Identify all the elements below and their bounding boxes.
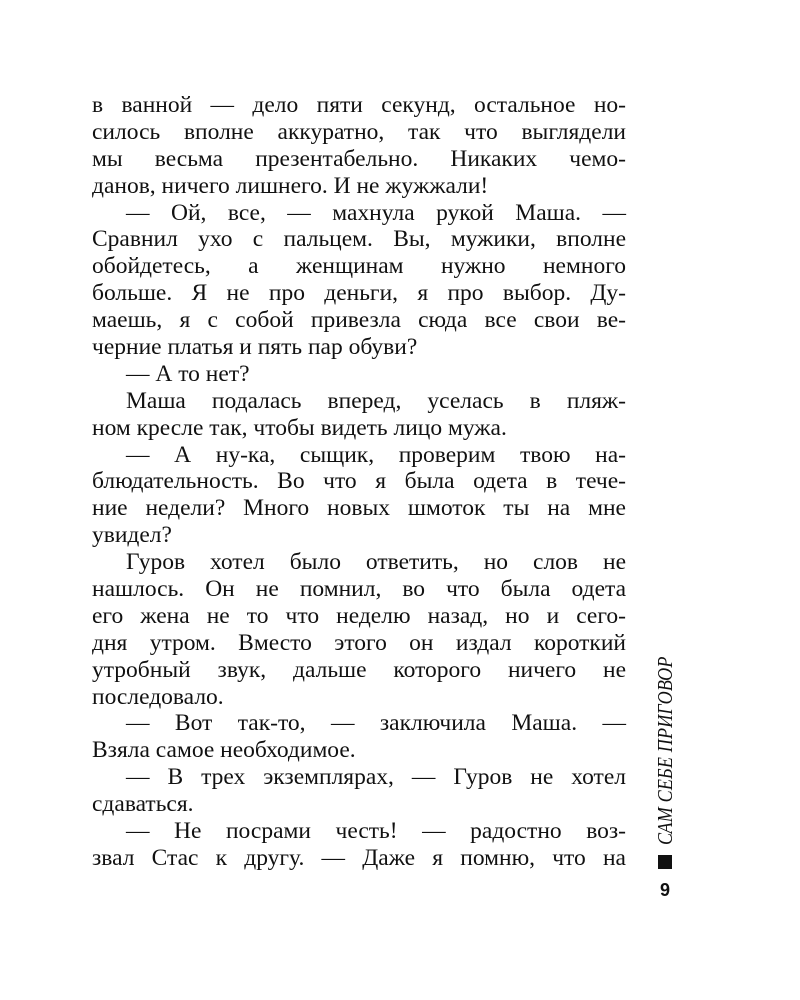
text-line: блюдательность. Во что я была одета в тече- (92, 468, 626, 495)
text-line: Гуров хотел было ответить, но слов не (126, 549, 626, 576)
text-line: обойдетесь, а женщинам нужно немного (92, 253, 626, 280)
body-text (92, 92, 626, 872)
text-line: его жена не то что неделю назад, но и сего- (92, 602, 626, 629)
square-bullet-icon (658, 855, 672, 869)
page-number: 9 (659, 880, 670, 900)
text-line: — В трех экземплярах, — Гуров не хотел (126, 764, 626, 791)
text-line: черние платья и пять пар обуви? (92, 334, 418, 361)
text-line: Маша подалась вперед, уселась в пляж- (126, 387, 626, 414)
text-line: — Ой, все, — махнула рукой Маша. — (126, 199, 626, 226)
text-line: Взяла самое необходимое. (92, 737, 356, 764)
text-line: дня утром. Вместо этого он издал короткий (92, 629, 626, 656)
text-line: маешь, я с собой привезла сюда все свои ве- (92, 307, 626, 334)
text-line: данов, ничего лишнего. И не жужжали! (92, 172, 489, 199)
text-line: нашлось. Он не помнил, во что была одета (92, 576, 626, 603)
text-line: увидел? (92, 522, 172, 549)
text-line: звал Стас к другу. — Даже я помню, что на (92, 844, 626, 871)
text-line: ние недели? Много новых шмоток ты на мне (92, 495, 626, 522)
text-line: мы весьма презентабельно. Никаких чемо- (92, 145, 626, 172)
text-line: — А ну-ка, сыщик, проверим твою на- (126, 441, 626, 468)
text-line: больше. Я не про деньги, я про выбор. Ду- (92, 280, 626, 307)
text-line: последовало. (92, 683, 224, 710)
text-line: сдаваться. (92, 791, 194, 818)
text-line: — Не посрами честь! — радостно воз- (126, 818, 626, 845)
text-line: Сравнил ухо с пальцем. Вы, мужики, вполне (92, 226, 626, 253)
text-line: — Вот так-то, — заключила Маша. — (126, 710, 626, 737)
text-line: — А то нет? (126, 360, 250, 387)
text-line: ном кресле так, чтобы видеть лицо мужа. (92, 414, 507, 441)
book-title: САМ СЕБЕ ПРИГОВОР (652, 656, 677, 845)
text-line: в ванной — дело пяти секунд, остальное но- (92, 92, 626, 118)
text-line: силось вполне аккуратно, так что выглядели (92, 118, 626, 145)
running-head (650, 655, 680, 869)
text-line: утробный звук, дальше которого ничего не (92, 656, 626, 683)
